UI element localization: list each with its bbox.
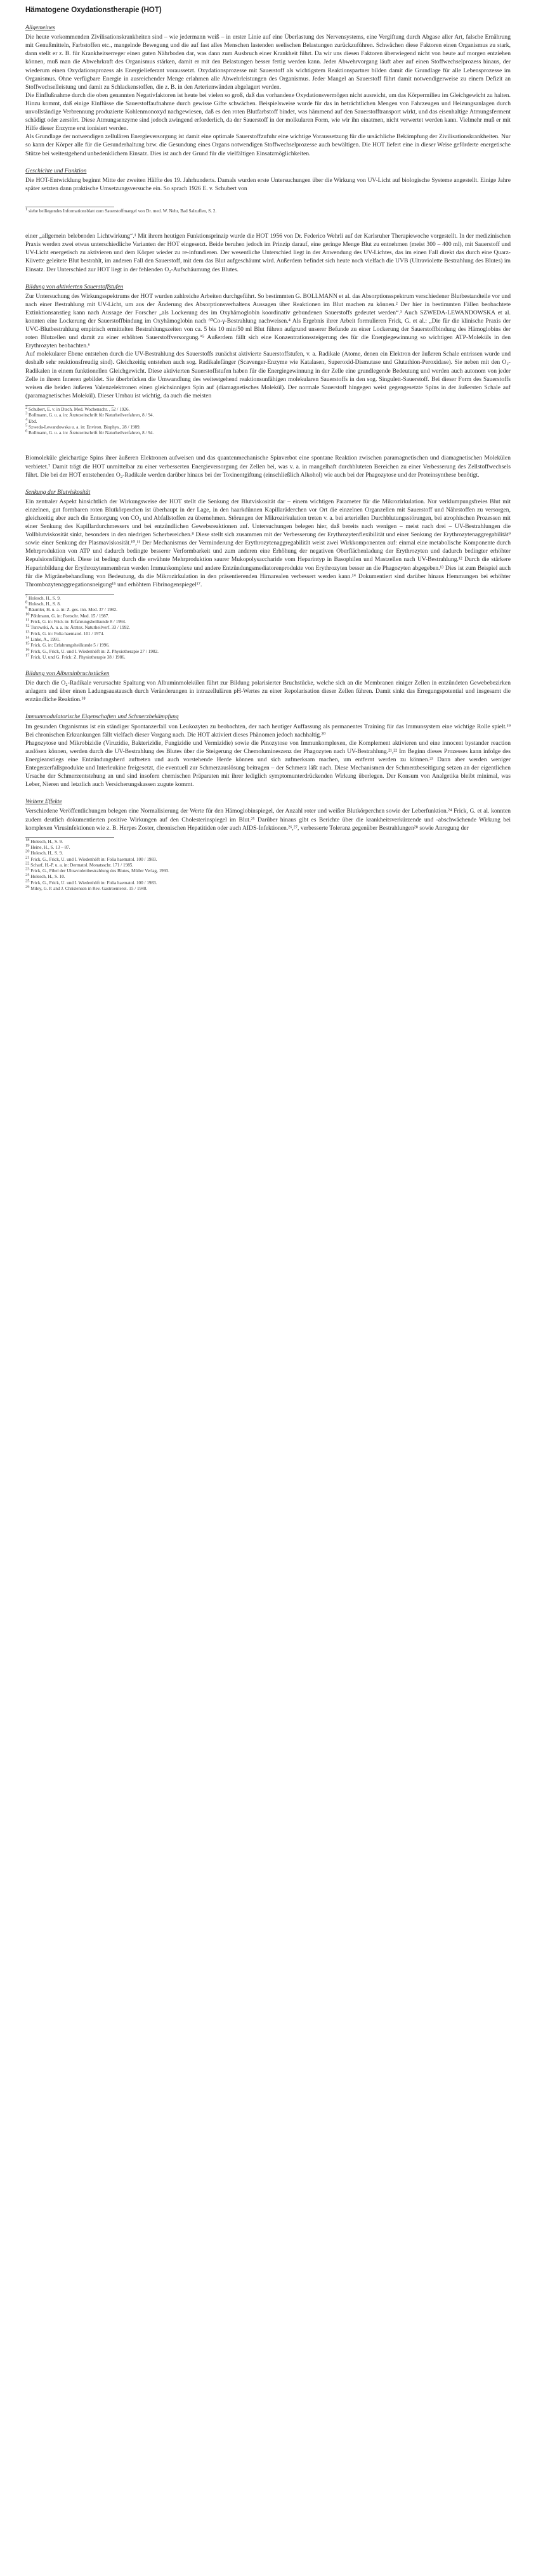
footnote: $^2$ Schubert, E. v. in Dtsch. Med. Wochenschr. , 52 / 1926. bbox=[25, 405, 130, 412]
paragraph: einer „allgemein belebenden Lichtwirkung“.¹ Mit ihrem heutigen Funktionsprinzip wurde die HOT 1956 von Dr. Federico Wehrli auf der Karlsruher Therapiewoche vorgestellt. In der medizinischen Praxis werden zwei etwas unterschiedliche Varianten der HOT eingesetzt. Beide beruhen jedoch im Prinzip darauf, eine geringe Menge Blut zu entnehmen (meist 300 – 400 ml), mit Sauerstoff und UV-Licht energetisch zu aktivieren und dem Körper wieder zu re-infundieren. Der wesentliche Unterschied liegt in der Anwendung des UV-Lichtes, das im einen Fall direkt das durch eine Quarz-Küvette geleitete Blut bestrahlt, im anderen Fall den Sauerstoff, mit dem das Blut aufgeschäumt wird. Außerdem befindet sich heute noch vielfach die UVB (Ultraviolette Bestrahlung des Blutes) im Einsatz. Der Unterschied zur HOT liegt in der fehlenden O₂-Aufschäumung des Blutes. bbox=[25, 233, 511, 273]
footnote: $^{11}$ Frick, G. in: Frick in: Erfahrungsheilkunde 8 / 1994. bbox=[25, 617, 126, 625]
footnote: $^{22}$ Scharf, H.-P. u. a. in: Dermatol. Monatsschr. 171 / 1985. bbox=[25, 861, 134, 868]
footnotes-page-2 bbox=[25, 405, 511, 436]
footnote: $^{24}$ Holesch, H., S. 10. bbox=[25, 873, 65, 880]
section-heading-geschichte: Geschichte und Funktion bbox=[25, 167, 87, 174]
footnote: $^{18}$ Holesch, H., S. 9. bbox=[25, 837, 63, 844]
footnote: $^{13}$ Frick, G. in: Folia haematol. 101 / 1974. bbox=[25, 629, 105, 636]
footnote: $^4$ Ebd. bbox=[25, 417, 37, 424]
page-title: Hämatogene Oxydationstherapie (HOT) bbox=[25, 6, 162, 14]
paragraph: Phagozytose und Mikrobizidie (Viruzidie, Bakterizidie, Fungizidie und Vermizidie) sowie die Pinozytose von Immunkomplexen, die Komplement aktivieren und eine innocent bystander reaction auslösen können, werden durch die UV-Bestrahlung des Blutes über die Steigerung der Chemolumineszenz der Phagozyten nach UV-Bestrahlung.²¹,²² Im Beginn dieses Prozesses kann infolge des Energieanstiegs eine Entzündungsherd auftreten und auch vorstehende Herde können und sich aufmerksam machen, um entfernt werden zu können.²³ Dann aber werden weniger Entegerzerfallsprodukte und Interleukine freigesetzt, die eventuell zur Schmerzauslösung beitragen – der Schmerz läßt nach. Diese Mechanismen der Schmerzbeseitigung setzen an der eigentlichen Ursache der Schmerzentstehung an und sind insofern chemischen Präparaten mit ihrer lediglich symptomunterdrückenden Wirkung überlegen. Der Konsum von Analgetika bleibt minimal, was Leber, Nieren und letztlich auch Versicherungskassen zugute kommt. bbox=[25, 739, 511, 789]
footnotes-page-3 bbox=[25, 594, 511, 660]
footnote: $^{14}$ Linke, A., 1991. bbox=[25, 635, 61, 642]
footnote-rule bbox=[25, 594, 114, 595]
document-page bbox=[25, 6, 511, 892]
paragraph: Die HOT-Entwicklung beginnt Mitte der zweiten Hälfte des 19. Jahrhunderts. Damals wurden erste Untersuchungen über die Wirkung von UV-Licht auf biologische Systeme angestellt. Einige Jahre später setzten dann praktische Umsetzungsversuche ein. So sprach 1926 E. v. Schubert von bbox=[25, 176, 511, 192]
section-heading-immunmodulation: Immunmodulatorische Eigenschaften und Schmerzbekämpfung bbox=[25, 713, 179, 721]
footnote: $^{20}$ Holesch, H., S. 9. bbox=[25, 849, 63, 856]
footnote: $^{25}$ Frick, G., Frick, U. und I. Wiedenhöft in: Folia haematol. 100 / 1983. bbox=[25, 879, 157, 886]
footnote: $^7$ Holesch, H., S. 9. bbox=[25, 594, 61, 601]
footnote: $^1$ siehe beiliegendes Informationsblatt zum Sauerstoffmangel von Dr. med. W. Nehr, Bad Salzuflen, S. 2. bbox=[25, 207, 217, 214]
paragraph: Verschiedene Veröffentlichungen belegen eine Normalisierung der Werte für den Hämoglobinspiegel, der Anzahl roter und weißer Blutkörperchen sowie der Leberfunktion.²⁴ Frick, G. et al. konnten zudem deutlich dokumentierten positive Wirkungen auf den Cholesterinspiegel im Blut.²⁵ Darüber hinaus gibt es Berichte über die krankheitsverkürzende und -abschwächende Wirkung bei komplexen Virusinfektionen wie z. B. Herpes Zoster, chronischen Hepatitiden oder auch AIDS-Infektionen.²⁶,²⁷, verbesserte Toleranz gegenüber Bestrahlungen²⁸ sowie Anregung der bbox=[25, 808, 511, 832]
footnote: $^8$ Holesch, H., S. 8. bbox=[25, 600, 61, 607]
footnote: $^{15}$ Frick, G. in: Erfahrungsheilkunde 5 / 1996. bbox=[25, 641, 110, 648]
footnote: $^9$ Bäumler, H. u. a. in: Z. ges. inn. Med. 37 / 1982. bbox=[25, 606, 117, 613]
footnotes-page-1 bbox=[25, 207, 511, 214]
footnote-rule bbox=[25, 837, 114, 838]
footnote: $^{16}$ Frick, G., Frick, U. und I. Wiedenhöft in: Z. Physiotherapie 27 / 1982. bbox=[25, 647, 159, 654]
paragraph: Die Einflußnahme durch die oben genannten Negativfaktoren ist heute bei vielen so groß, daß das vorhandene Oxydationsvermögen nicht ausreicht, um das Körpermilieu im Gleichgewicht zu halten. Hinzu kommt, daß einige Einflüsse die Sauerstoffaufnahme durch gewisse Gifte schwächen. Beispielsweise wurde für das in beträchtlichen Mengen von Fahrzeugen und Heizungsanlagen durch unvollständige Verbrennung produzierte Kohlenmonoxyd nachgewiesen, daß es den roten Blutfarbstoff bindet, was hämmend auf den Sauerstofftransport wirkt, und das eisenhaltige Atmungsferment schädigt oder zerstört. Diese Atmungsenzyme sind jedoch zwingend erforderlich, da der Sauerstoff in der molkularen Form, wie wir ihn einatmen, nicht verwertet werden kann. Vielmehr muß er mit Hilfe dieser Enzyme erst ionisiert werden. bbox=[25, 91, 511, 132]
footnote-rule bbox=[25, 405, 114, 406]
paragraph: Die heute vorkommenden Zivilisationskrankheiten sind – wie jedermann weiß – in erster Linie auf eine Überlastung des Nervensystems, eine Vergiftung durch Abgase aller Art, falsche Ernährung mit Genußmitteln, Farbstoffen etc., mangelnde Bewegung und die auf fast alles Menschen lastenden seelischen Belastungen zurückzuführen. Schwächen diese Faktoren einen Organismus zu stark, dann stellt er z. B. für Krankheitserreger einen guten Nährboden dar, was dann zum Ausbruch einer Krankheit führt. Da wir uns diesen Faktoren überwiegend nicht von heute auf morgen entziehen können, muß man die Abwehrkraft des Organismus stärken, damit er mit den Belastungen besser fertig werden kann. Jeder Abwehrvorgang läuft aber auf einen Stoffwechselprozess hinaus, der wiederum einen Oxydationsprozess als Energielieferant voraussetzt. Oxydationsprozesse mit Sauerstoff als wichtigstem Reaktionspartner bilden damit die Grundlage für alle Lebensprozesse im Organismus. Ohne verfügbare Energie in ausreichender Menge erlahmen alle Abwehrleistungen des Organismus. Jeder Mangel an Sauerstoff führt damit notwendigerweise zu einem Defizit an Stoffwechselleistung und damit zu Schlackenstoffen, die z. B. in den Arterienwänden abgelagert werden. bbox=[25, 34, 511, 91]
section-heading-weitere-effekte: Weitere Effekte bbox=[25, 798, 62, 806]
footnote: $^5$ Szweda-Lewandowska u. a. in: Environ. Biophys., 28 / 1989. bbox=[25, 423, 141, 430]
footnote: $^{26}$ Miley, G. P. and J. Christensen in Rev. Gastroenterol. 15 / 1948. bbox=[25, 884, 148, 892]
footnote: $^6$ Bollmann, G. u. a. in: Ärztezeitschrift für Naturheilverfahren, 8 / 94. bbox=[25, 428, 154, 436]
paragraph: Ein zentraler Aspekt hinsichtlich der Wirkungsweise der HOT stellt die Senkung der Blutviskosität dar – einem wichtigen Parameter für die Mikrozirkulation. Nur verklumpungsfreies Blut mit einzelnen, gut formbaren roten Blutkörperchen ist überhaupt in der Lage, in den haarkdünnen Kapillaräderchen vor Ort die einzelnen Organzellen mit Sauerstoff und Nährstoffen zu versorgen, gleichzeitig aber auch die Entsorgung von CO₂ und Abfallstoffen zu übernehmen. Störungen der Mikrozirkulation treten v. a. bei arteriellen Durchblutungsstörungen, bei atrophischen Prozessen mit einer Senkung des Kapillardurchmessers und bei entzündlichen Gewebsreaktionen auf. Untersuchungen belegen hier, daß bereits nach wenigen – meist nach drei – UV-Bestrahlungen die Vollblutviskosität sinkt, besonders in den niedrigen Scherbereichen.⁸ Diese stellt sich zusammen mit der Verbesserung der Erythrozytenflexibilität und einer Senkung der Erythrozytenaggregabilität⁹ sowie einer Senkung der Plasmaviskosität.¹⁰,¹¹ Der Mechanismus der Verminderung der Erythrozytenaggregabilität weist zwei Wirkkomponenten auf: einmal eine metabolische Komponente durch Mehrproduktion von ATP und dadurch bedingte besserer Verformbarkeit und zum anderen eine Erhöhung der negativen Oberflächenladung der Erythrozyten und dadurch bedingter erhöhter Repulsionsfähigkeit. Diese ist bedingt durch die erwähnte Mehrproduktion saurer Mukopolysaccharide vom Heparintyp in Basophilen und Mastzellen nach UV-Bestrahlung.¹² Durch die stärkere Heparinbildung der Erythrozytenmembran werden Immunkomplexe und andere Entzündungsmediatorenprodukte von Erythrozyten besser an die Phagozyten abgegeben.¹³ Dies ist zum Beispiel auch für die Migränebehandlung von Bedeutung, da die Mikrozirkulation in den präsentierenden Hirnarealen verbessert werden kann.¹⁴ Dokumentiert sind darüber hinaus Hemmungen bei erhöhter Thrombozytenaggregationsneigung¹⁵ und erhöhtem Fibrinogenspiegel¹⁷. bbox=[25, 498, 511, 588]
paragraph: Die durch die O₂-Radikale verursachte Spaltung von Albuminmolekülen führt zur Bildung polarisierter Bruchstücke, welche sich an die Membranen einiger Zellen in entzündeten Gewebebezirken anlagern und über einen Ladungsaustausch durch Veränderungen in intrazellulären pH-Wertes zu einer Repolarisation dieser Zellen führen. Damit sinkt das Erregungspotential und insgesamt die entzündliche Reaktion.¹⁸ bbox=[25, 679, 511, 704]
section-heading-blutviskositaet: Senkung der Blutviskosität bbox=[25, 488, 91, 496]
footnote: $^{19}$ Heine, H., S. 13 – 87. bbox=[25, 843, 70, 850]
paragraph: Auf molekularer Ebene entstehen durch die UV-Bestrahlung des Sauerstoffs zunächst aktivierte Sauerstoffstufen, v. a. Radikale (Atome, denen ein Elektron der äußeren Schale entrissen wurde und deshalb sehr reaktionsfreudig sind). Gleichzeitig entstehen auch sog. Radikalefänger (Scavenger-Enzyme wie Katalasen, Superoxid-Dismutase und Glutathion-Peroxidase). Sie neben mit den O₂-Radikalen in einem funktionellen Gleichgewicht. Diese aktivierten Sauerstoffstufen haben für die Energiegewinnung in der Zelle eine grundlegende Bedeutung und werden auch autonom von jeder Zelle in ihrem Inneren gebildet. Sie überbrücken die Umwandlung des weitestgehend reaktionsunfähigen molekularen Sauerstoffs in den sog. Singulett-Sauerstoff. Bei dieser Form des Sauerstoffs weisen die beiden äußeren Valenzelektronen einen gleichsinnigen Spin auf (diamagnetisches Molekül). Der normale Sauerstoff hingegen weist gegengesetzte Spins in der äußersten Schale auf (paramagnetisches Molekül). Dieser Umbau ist wichtig, da auch die meisten bbox=[25, 351, 511, 399]
paragraph: Biomoleküle gleichartige Spins ihrer äußeren Elektronen aufweisen und das quantenmechanische Spinverbot eine spontane Reaktion zwischen paramagnetischen und diamagnetischen Molekülen verbietet.⁷ Damit trägt die HOT unmittelbar zu einer verbesserten Energieversorgung der Zellen bei, was v. a. in mangelhaft durchbluteten Bereichen zu einer Verbesserung des Zellstoffwechsels führt. Die bei der HOT entstehenden O₂-Radikale werden darüber hinaus bei der Toxinentgiftung (einschließlich Alkohol) wie auch bei der Phagozytose und der Proteinsynthese benötigt. bbox=[25, 454, 511, 479]
footnote: $^{12}$ Turowski, A. u. a. in: Ärztez. Naturheilverf. 33 / 1992. bbox=[25, 623, 130, 631]
footnote: $^{21}$ Frick, G., Frick, U. und I. Wiedenhöft in: Folia haematol. 100 / 1983. bbox=[25, 855, 157, 862]
footnote: $^{17}$ Frick, U. und G. Frick: Z. Physiotherapie 38 / 1986. bbox=[25, 653, 126, 660]
section-heading-albumin: Bildung von Albuminbruchstücken bbox=[25, 670, 110, 678]
paragraph: Im gesunden Organismus ist ein ständiger Spontanzerfall von Leukozyten zu beobachten, der nach heutiger Auffassung als permanentes Training für das Immunsystem eine wichtige Rolle spielt.¹⁹ Bei chronischen Erkrankungen fällt vielfach dieser Vorgang nach. Die HOT aktiviert dieses Phänomen jedoch nachhaltig.²⁰ bbox=[25, 723, 511, 738]
paragraph: Zur Untersuchung des Wirkungsspektrums der HOT wurden zahlreiche Arbeiten durchgeführt. So bestimmten G. BOLLMANN et al. das Absorptionsspektrum verschiedener Blutbestandteile vor und nach einer Bestrahlung mit UV-Licht, um aus der Änderung des Absorptionsverhaltens Aussagen über Reaktionen im Blut machen zu können.² Der hier in bestimmten Fällen beobachtete Extinktionsanstieg kann nach Aussage der Forscher „als Lockerung des im Oxyhämoglobin koordinativ gebundenen Sauerstoffs gedeutet werden“.³ Auch SZWEDA-LEWANDOWSKA et al. konnten eine Lockerung der Sauerstoffbindung im Oxyhämoglobin nach ⁶⁰Co-γ-Bestrahlung nachweisen.⁴ Als Ergebnis ihrer Arbeit formulieren Frick, G. et al.: „Die für die klinische Praxis der UVC-Blutbestrahlung empirisch ermittelten Bestrahlungszeiten von ca. 5 bis 10 min/50 ml Blut führen aufgrund unserer Befunde zu einer Lockerung der Sauerstoffbindung des Hämoglobins der roten Blutzellen und damit zu einer erhöhten Sauerstoffversorgung.“⁵ Außerdem fällt sich eine Konzentrationssteigerung des für die Energiegewinnung so wichtigen ATP-Moleküls in den Erythrozyten beobachten.⁶ bbox=[25, 292, 511, 350]
footnotes-page-4 bbox=[25, 837, 511, 892]
section-heading-allgemeines: Allgemeines bbox=[25, 24, 55, 32]
footnote: $^3$ Bollmann, G. u. a. in: Ärztezeitschrift für Naturheilverfahren, 8 / 94. bbox=[25, 411, 154, 418]
section-heading-sauerstoffstufen: Bildung von aktivierten Sauerstoffstufen bbox=[25, 283, 124, 290]
footnote: $^{10}$ Pöhlmann, G. in: Fortschr. Med. 15 / 1987. bbox=[25, 612, 110, 619]
footnote: $^{23}$ Frick, G., Fibel der Ultraviolettbestrahlung des Blutes, Müller Verlag, 1993. bbox=[25, 866, 169, 874]
paragraph: Als Grundlage der notwendigen zellulären Energieversorgung ist damit eine optimale Sauerstoffzufuhr eine wichtige Voraussetzung für die ursächliche Bekämpfung der Zivilisationskrankheiten. Nur so kann der Körper alle für die Gesunderhaltung bzw. die Gesundung eines Organs notwendigen Stoffwechselprozesse auch bewältigen. Die HOT liefert eine in dieser Weise geförderte energetische Stütze bei weitestgehend unbedenklichem Einsatz. Dies ist auch der Grund für die vielfältigen Einsatzmöglichkeiten. bbox=[25, 133, 511, 157]
